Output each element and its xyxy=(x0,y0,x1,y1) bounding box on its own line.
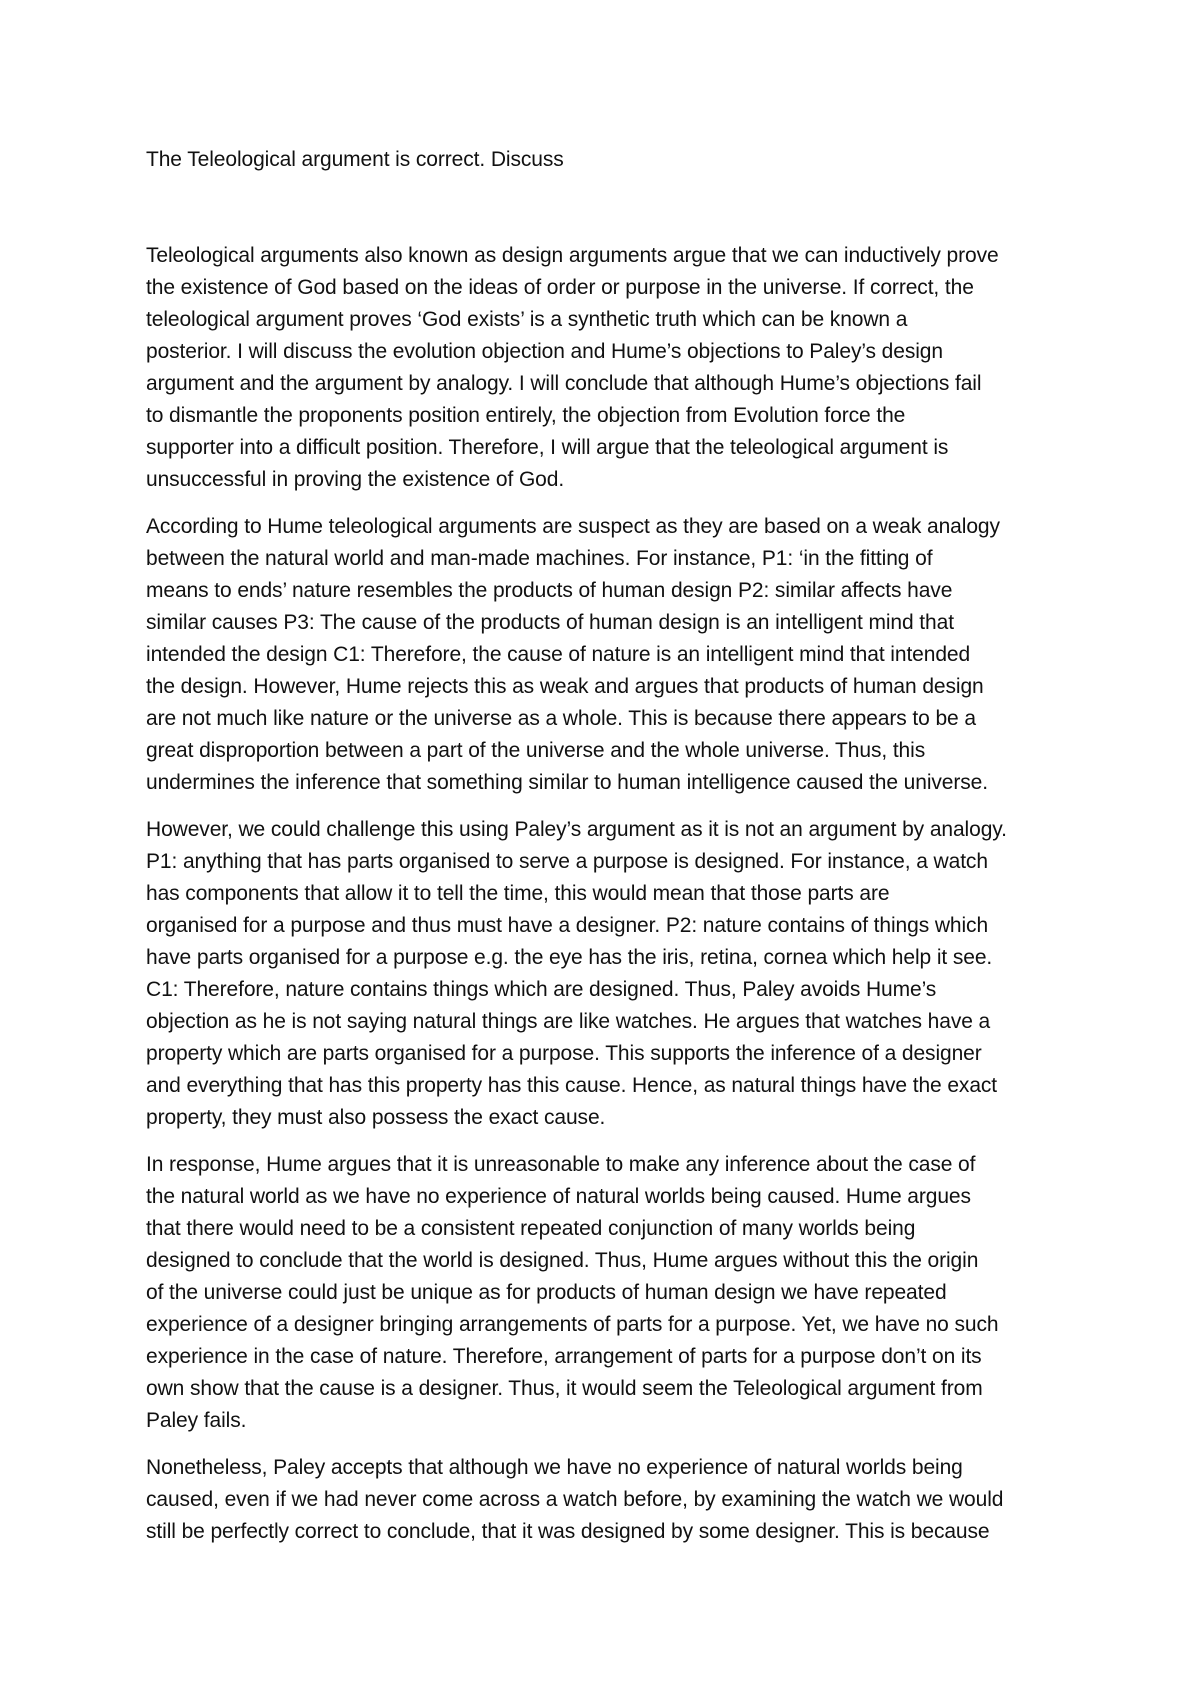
text-line: property which are parts organised for a purpose. This supports the inference of a designer xyxy=(146,1042,982,1065)
text-line: intended the design C1: Therefore, the cause of nature is an intelligent mind that intended xyxy=(146,643,971,666)
text-line: great disproportion between a part of the universe and the whole universe. Thus, this xyxy=(146,739,926,762)
paragraph-hume-experience xyxy=(146,1149,1066,1437)
text-line: the natural world as we have no experience of natural worlds being caused. Hume argues xyxy=(146,1185,971,1208)
document-title: The Teleological argument is correct. Discuss xyxy=(146,148,564,171)
text-line: undermines the inference that something similar to human intelligence caused the universe. xyxy=(146,771,988,794)
text-line: own show that the cause is a designer. Thus, it would seem the Teleological argument from xyxy=(146,1377,983,1400)
text-line: According to Hume teleological arguments are suspect as they are based on a weak analogy xyxy=(146,515,1000,538)
text-line: similar causes P3: The cause of the products of human design is an intelligent mind that xyxy=(146,611,954,634)
text-line: unsuccessful in proving the existence of God. xyxy=(146,468,565,491)
text-line: still be perfectly correct to conclude, that it was designed by some designer. This is because xyxy=(146,1520,990,1543)
text-line: the existence of God based on the ideas of order or purpose in the universe. If correct, the xyxy=(146,276,974,299)
text-line: supporter into a difficult position. Therefore, I will argue that the teleological argument is xyxy=(146,436,949,459)
text-line: caused, even if we had never come across a watch before, by examining the watch we would xyxy=(146,1488,1004,1511)
paragraph-paley-watch xyxy=(146,1452,1066,1548)
text-line: and everything that has this property has this cause. Hence, as natural things have the exact xyxy=(146,1074,998,1097)
paragraph-hume-analogy xyxy=(146,511,1066,799)
text-line: P1: anything that has parts organised to serve a purpose is designed. For instance, a watch xyxy=(146,850,988,873)
text-line: objection as he is not saying natural things are like watches. He argues that watches have a xyxy=(146,1010,991,1033)
text-line: Nonetheless, Paley accepts that although we have no experience of natural worlds being xyxy=(146,1456,963,1479)
text-line: Teleological arguments also known as design arguments argue that we can inductively prove xyxy=(146,244,999,267)
text-line: have parts organised for a purpose e.g. the eye has the iris, retina, cornea which help it see. xyxy=(146,946,993,969)
text-line: the design. However, Hume rejects this as weak and argues that products of human design xyxy=(146,675,984,698)
document-body xyxy=(146,144,1066,1563)
text-line: organised for a purpose and thus must have a designer. P2: nature contains of things which xyxy=(146,914,989,937)
text-line: experience in the case of nature. Therefore, arrangement of parts for a purpose don’t on its xyxy=(146,1345,982,1368)
text-line: teleological argument proves ‘God exists’ is a synthetic truth which can be known a xyxy=(146,308,908,331)
text-line: between the natural world and man-made machines. For instance, P1: ‘in the fitting of xyxy=(146,547,933,570)
text-line: that there would need to be a consistent repeated conjunction of many worlds being xyxy=(146,1217,916,1240)
text-line: C1: Therefore, nature contains things which are designed. Thus, Paley avoids Hume’s xyxy=(146,978,937,1001)
text-line: are not much like nature or the universe as a whole. This is because there appears to be a xyxy=(146,707,976,730)
text-line: argument and the argument by analogy. I will conclude that although Hume’s objections fail xyxy=(146,372,982,395)
text-line: However, we could challenge this using Paley’s argument as it is not an argument by analogy. xyxy=(146,818,1007,841)
text-line: property, they must also possess the exact cause. xyxy=(146,1106,606,1129)
text-line: has components that allow it to tell the time, this would mean that those parts are xyxy=(146,882,890,905)
text-line: posterior. I will discuss the evolution objection and Hume’s objections to Paley’s design xyxy=(146,340,943,363)
text-line: of the universe could just be unique as for products of human design we have repeated xyxy=(146,1281,947,1304)
text-line: In response, Hume argues that it is unreasonable to make any inference about the case of xyxy=(146,1153,976,1176)
text-line: designed to conclude that the world is designed. Thus, Hume argues without this the origin xyxy=(146,1249,979,1272)
text-line: to dismantle the proponents position entirely, the objection from Evolution force the xyxy=(146,404,906,427)
text-line: means to ends’ nature resembles the products of human design P2: similar affects have xyxy=(146,579,953,602)
paragraph-introduction xyxy=(146,240,1066,496)
paragraph-paley-response xyxy=(146,814,1066,1134)
text-line: experience of a designer bringing arrangements of parts for a purpose. Yet, we have no such xyxy=(146,1313,999,1336)
text-line: Paley fails. xyxy=(146,1409,247,1432)
